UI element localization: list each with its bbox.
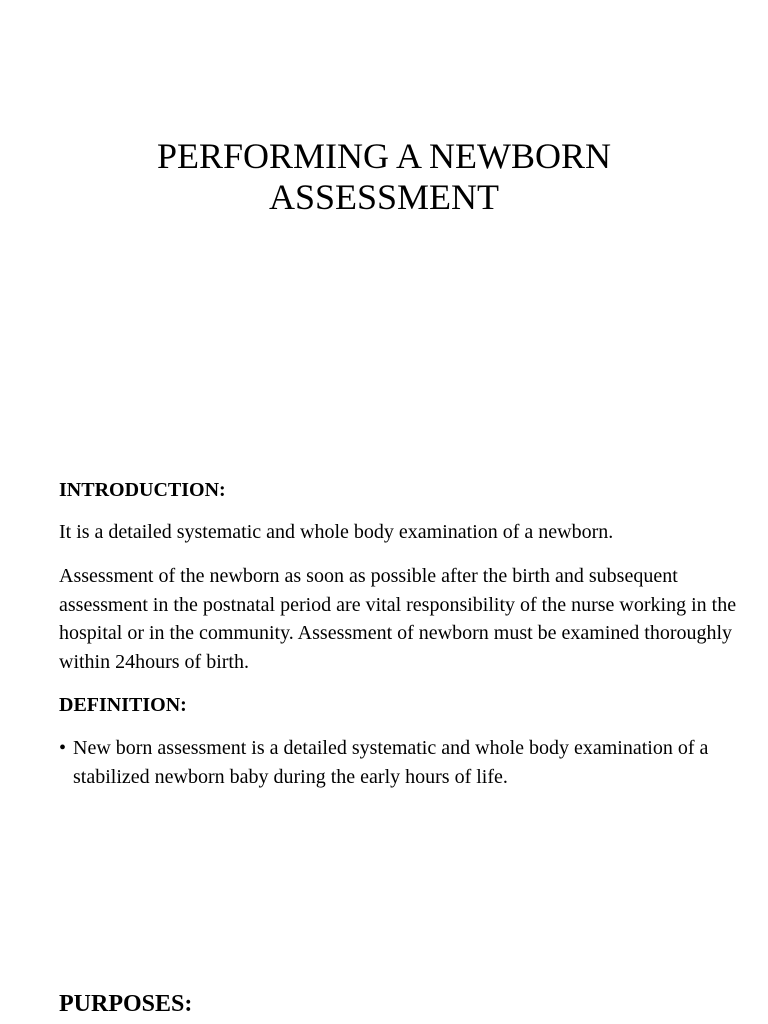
definition-bullet-text: New born assessment is a detailed systematic and whole body examination of a stabilized newborn baby during the early hours of life. xyxy=(73,737,709,788)
definition-bullet-item xyxy=(59,734,749,791)
title-line-1: PERFORMING A NEWBORN xyxy=(156,136,612,176)
title-line-2: ASSESSMENT xyxy=(268,177,500,217)
introduction-heading: INTRODUCTION: xyxy=(59,479,226,501)
bullet-icon: • xyxy=(59,737,67,759)
definition-heading: DEFINITION: xyxy=(59,694,187,716)
introduction-paragraph-1: It is a detailed systematic and whole body examination of a newborn. xyxy=(59,521,614,543)
page-title xyxy=(0,136,768,218)
introduction-paragraph-2: Assessment of the newborn as soon as possible after the birth and subsequent assessment in the postnatal period are vital responsibility of the nurse working in the hospital or in the community. Assessment of newborn must be examined thoroughly within 24hours of birth. xyxy=(59,565,737,673)
purposes-heading: PURPOSES: xyxy=(59,991,193,1017)
